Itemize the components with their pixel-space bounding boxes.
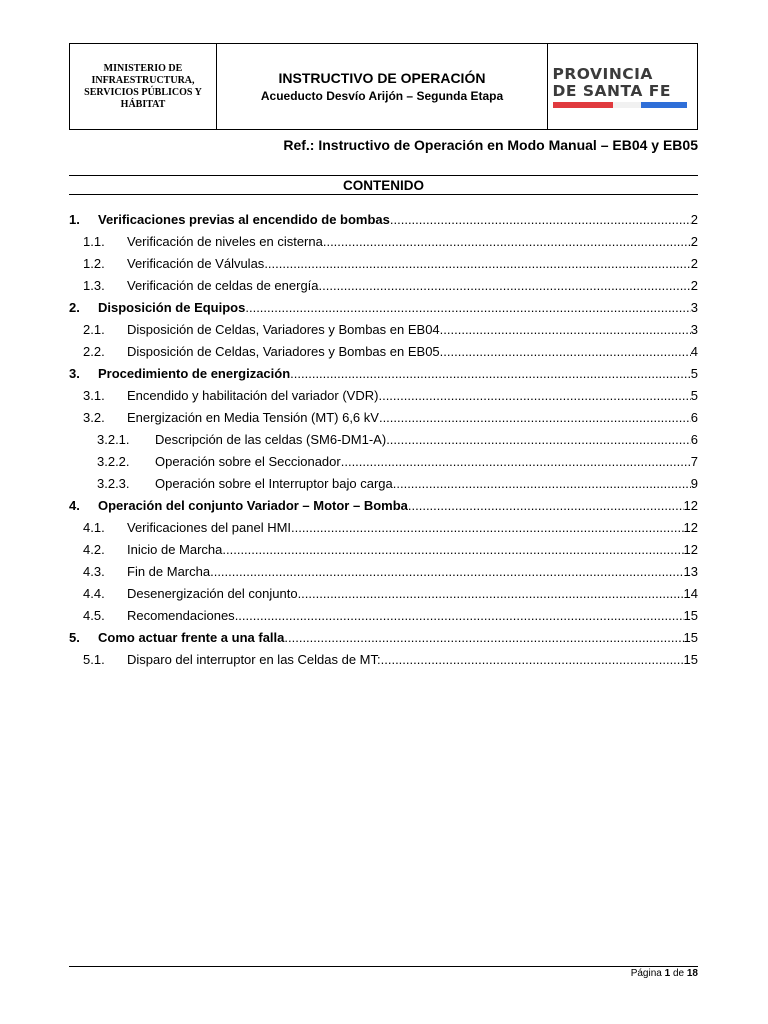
- toc-entry[interactable]: [69, 297, 698, 319]
- logo-text-line1: PROVINCIA: [552, 64, 653, 83]
- document-subtitle: Acueducto Desvío Arijón – Segunda Etapa: [260, 89, 504, 103]
- toc-entry-number: 1.: [69, 212, 80, 227]
- toc-entry-page: 2: [690, 234, 698, 249]
- footer-page-label: Página: [630, 968, 662, 979]
- toc-entry[interactable]: [69, 407, 698, 429]
- toc-entry-title: Verificación de Válvulas: [127, 256, 265, 271]
- toc-dot-leader: [440, 319, 691, 341]
- toc-entry-title: Operación sobre el Interruptor bajo carga: [155, 476, 393, 491]
- toc-dot-leader: [298, 583, 684, 605]
- toc-entry-title: Disposición de Equipos: [98, 300, 246, 315]
- footer-divider: [69, 966, 698, 967]
- toc-entry-title: Disposición de Celdas, Variadores y Bombas en EB04: [127, 322, 440, 337]
- footer-of-label: de: [672, 968, 685, 979]
- toc-dot-leader: [381, 649, 684, 671]
- toc-entry[interactable]: [69, 517, 698, 539]
- toc-entry-title: Verificación de celdas de energía: [127, 278, 319, 293]
- toc-dot-leader: [319, 275, 691, 297]
- toc-dot-leader: [264, 253, 690, 275]
- toc-entry[interactable]: [69, 253, 698, 275]
- toc-entry[interactable]: [69, 561, 698, 583]
- toc-dot-leader: [210, 561, 683, 583]
- toc-entry-title: Descripción de las celdas (SM6-DM1-A): [155, 432, 387, 447]
- toc-entry[interactable]: [69, 473, 698, 495]
- toc-entry-page: 15: [683, 630, 698, 645]
- toc-entry[interactable]: [69, 341, 698, 363]
- toc-entry-page: 12: [683, 542, 698, 557]
- toc-entry-number: 3.2.: [83, 410, 105, 425]
- toc-entry-number: 1.1.: [83, 234, 105, 249]
- toc-entry-number: 3.2.1.: [97, 432, 130, 447]
- toc-dot-leader: [393, 473, 691, 495]
- toc-entry[interactable]: [69, 583, 698, 605]
- toc-entry-page: 2: [690, 256, 698, 271]
- footer-total-pages: 18: [686, 968, 698, 979]
- toc-entry-page: 2: [690, 212, 698, 227]
- toc-dot-leader: [290, 363, 691, 385]
- toc-entry[interactable]: [69, 363, 698, 385]
- toc-entry-number: 4.2.: [83, 542, 105, 557]
- toc-entry-title: Energización en Media Tensión (MT) 6,6 kV: [127, 410, 379, 425]
- toc-entry[interactable]: [69, 451, 698, 473]
- toc-entry-title: Recomendaciones: [127, 608, 235, 623]
- toc-dot-leader: [379, 407, 691, 429]
- toc-entry-title: Disparo del interruptor en las Celdas de MT:: [127, 652, 381, 667]
- toc-dot-leader: [408, 495, 684, 517]
- toc-dot-leader: [222, 539, 683, 561]
- toc-entry[interactable]: [69, 495, 698, 517]
- toc-entry-page: 3: [690, 322, 698, 337]
- toc-entry-page: 7: [690, 454, 698, 469]
- toc-entry-page: 9: [690, 476, 698, 491]
- toc-entry-title: Verificaciones previas al encendido de bombas: [98, 212, 390, 227]
- toc-entry-title: Disposición de Celdas, Variadores y Bombas en EB05: [127, 344, 440, 359]
- toc-entry-page: 3: [690, 300, 698, 315]
- toc-dot-leader: [386, 429, 691, 451]
- toc-entry-page: 15: [683, 608, 698, 623]
- toc-entry-title: Procedimiento de energización: [98, 366, 291, 381]
- contents-heading-box: [69, 175, 698, 195]
- toc-entry-number: 5.: [69, 630, 80, 645]
- toc-entry[interactable]: [69, 385, 698, 407]
- toc-entry-number: 3.: [69, 366, 80, 381]
- toc-dot-leader: [323, 231, 691, 253]
- toc-entry[interactable]: [69, 539, 698, 561]
- toc-entry-number: 3.2.2.: [97, 454, 130, 469]
- toc-entry[interactable]: [69, 649, 698, 671]
- toc-entry-title: Verificaciones del panel HMI: [127, 520, 292, 535]
- toc-entry[interactable]: [69, 319, 698, 341]
- toc-entry-number: 4.3.: [83, 564, 105, 579]
- provincia-santa-fe-logo: [553, 66, 693, 108]
- toc-dot-leader: [341, 451, 691, 473]
- toc-entry-page: 15: [683, 652, 698, 667]
- contents-title: CONTENIDO: [343, 177, 424, 193]
- toc-entry-title: Como actuar frente a una falla: [98, 630, 285, 645]
- toc-entry-number: 3.1.: [83, 388, 105, 403]
- header-center: [217, 44, 548, 129]
- toc-entry-page: 5: [690, 366, 698, 381]
- toc-entry[interactable]: [69, 231, 698, 253]
- toc-entry[interactable]: [69, 275, 698, 297]
- logo-bar-white: [613, 102, 641, 108]
- toc-entry-number: 1.2.: [83, 256, 105, 271]
- ministry-name: MINISTERIO DE INFRAESTRUCTURA, SERVICIOS PÚBLICOS Y HÁBITAT: [70, 44, 217, 129]
- logo-cell: [548, 44, 697, 129]
- page-footer: [631, 968, 698, 979]
- toc-entry-number: 4.1.: [83, 520, 105, 535]
- toc-entry-page: 6: [690, 410, 698, 425]
- toc-entry-page: 13: [683, 564, 698, 579]
- toc-dot-leader: [245, 297, 690, 319]
- table-of-contents: [69, 209, 698, 671]
- toc-entry-page: 14: [683, 586, 698, 601]
- toc-dot-leader: [440, 341, 691, 363]
- toc-entry-number: 2.: [69, 300, 80, 315]
- toc-entry[interactable]: [69, 627, 698, 649]
- toc-entry-page: 2: [690, 278, 698, 293]
- toc-entry-number: 2.1.: [83, 322, 105, 337]
- logo-bar-red: [553, 102, 613, 108]
- toc-entry-number: 4.: [69, 498, 80, 513]
- toc-entry-title: Operación sobre el Seccionador: [155, 454, 341, 469]
- toc-entry-page: 12: [683, 520, 698, 535]
- toc-entry[interactable]: [69, 429, 698, 451]
- toc-entry-page: 12: [683, 498, 698, 513]
- toc-entry-page: 4: [690, 344, 698, 359]
- toc-entry-title: Encendido y habilitación del variador (VDR): [127, 388, 379, 403]
- toc-entry-title: Fin de Marcha: [127, 564, 211, 579]
- toc-entry[interactable]: [69, 605, 698, 627]
- toc-entry-number: 1.3.: [83, 278, 105, 293]
- document-title: INSTRUCTIVO DE OPERACIÓN: [278, 70, 486, 86]
- toc-entry-title: Operación del conjunto Variador – Motor – Bomba: [98, 498, 408, 513]
- toc-entry-number: 4.4.: [83, 586, 105, 601]
- toc-dot-leader: [390, 209, 691, 231]
- toc-entry-number: 4.5.: [83, 608, 105, 623]
- logo-text-line2: DE SANTA FE: [552, 81, 671, 100]
- footer-current-page: 1: [664, 968, 671, 979]
- header-table: [69, 43, 698, 130]
- toc-dot-leader: [284, 627, 683, 649]
- logo-bar-blue: [641, 102, 687, 108]
- toc-entry-title: Verificación de niveles en cisterna: [127, 234, 323, 249]
- toc-dot-leader: [291, 517, 684, 539]
- toc-dot-leader: [378, 385, 690, 407]
- toc-entry-page: 6: [690, 432, 698, 447]
- logo-color-bar: [553, 102, 687, 108]
- toc-entry-title: Inicio de Marcha: [127, 542, 223, 557]
- toc-entry[interactable]: [69, 209, 698, 231]
- toc-entry-number: 3.2.3.: [97, 476, 130, 491]
- toc-entry-title: Desenergización del conjunto: [127, 586, 298, 601]
- toc-entry-number: 5.1.: [83, 652, 105, 667]
- toc-dot-leader: [235, 605, 684, 627]
- reference-line: Ref.: Instructivo de Operación en Modo Manual – EB04 y EB05: [283, 137, 698, 153]
- toc-entry-number: 2.2.: [83, 344, 105, 359]
- toc-entry-page: 5: [690, 388, 698, 403]
